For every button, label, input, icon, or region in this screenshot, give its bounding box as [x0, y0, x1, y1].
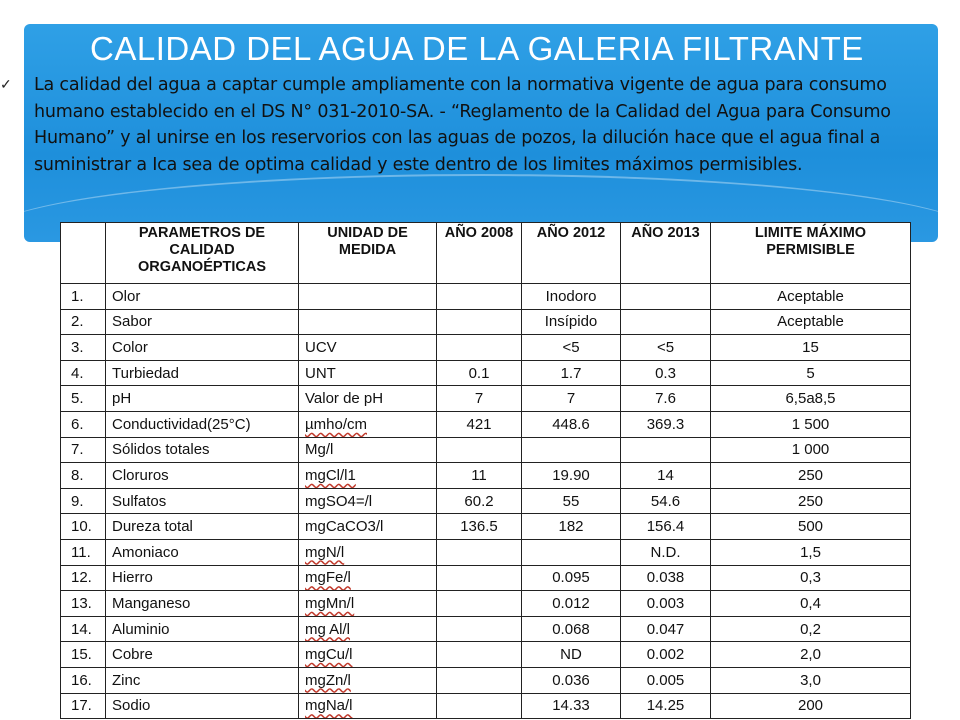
unit: mgZn/l: [299, 667, 437, 693]
max-limit: 250: [711, 488, 911, 514]
row-number: 14.: [61, 616, 106, 642]
table-row: [61, 335, 911, 361]
value-2013: 0.038: [621, 565, 711, 591]
max-limit: 1,5: [711, 539, 911, 565]
table-header-row: [61, 223, 911, 284]
max-limit: 200: [711, 693, 911, 719]
slide-title: CALIDAD DEL AGUA DE LA GALERIA FILTRANTE: [90, 30, 864, 67]
parameter-name: Aluminio: [106, 616, 299, 642]
max-limit: 3,0: [711, 667, 911, 693]
max-limit: 2,0: [711, 642, 911, 668]
row-number: 4.: [61, 360, 106, 386]
max-limit: 0,4: [711, 591, 911, 617]
value-2012: 0.036: [522, 667, 621, 693]
unit: [299, 309, 437, 335]
row-number: 16.: [61, 667, 106, 693]
value-2012: <5: [522, 335, 621, 361]
max-limit: 5: [711, 360, 911, 386]
value-2012: 1.7: [522, 360, 621, 386]
value-2012: 7: [522, 386, 621, 412]
row-number: 8.: [61, 463, 106, 489]
value-2012: 0.012: [522, 591, 621, 617]
table-row: [61, 360, 911, 386]
parameter-name: Color: [106, 335, 299, 361]
parameter-name: Sabor: [106, 309, 299, 335]
table-row: [61, 514, 911, 540]
table-row: [61, 591, 911, 617]
unit: µmho/cm: [299, 411, 437, 437]
row-number: 3.: [61, 335, 106, 361]
unit: mgCl/l1: [299, 463, 437, 489]
value-2013: [621, 437, 711, 463]
table-row: [61, 667, 911, 693]
table-row: [61, 309, 911, 335]
max-limit: 250: [711, 463, 911, 489]
table-row: [61, 488, 911, 514]
parameter-name: Zinc: [106, 667, 299, 693]
value-2008: [437, 591, 522, 617]
value-2013: 0.003: [621, 591, 711, 617]
header-number: [61, 223, 106, 284]
value-2012: Insípido: [522, 309, 621, 335]
value-2013: 0.002: [621, 642, 711, 668]
value-2008: 11: [437, 463, 522, 489]
max-limit: 15: [711, 335, 911, 361]
table-row: [61, 386, 911, 412]
table-row: [61, 411, 911, 437]
header-year-2012: AÑO 2012: [522, 223, 621, 284]
max-limit: 1 000: [711, 437, 911, 463]
parameter-name: pH: [106, 386, 299, 412]
value-2008: [437, 335, 522, 361]
value-2012: 55: [522, 488, 621, 514]
row-number: 13.: [61, 591, 106, 617]
value-2008: 60.2: [437, 488, 522, 514]
row-number: 5.: [61, 386, 106, 412]
unit: mg Al/l: [299, 616, 437, 642]
value-2013: [621, 309, 711, 335]
value-2012: ND: [522, 642, 621, 668]
table-row: [61, 616, 911, 642]
unit: mgSO4=/l: [299, 488, 437, 514]
value-2012: Inodoro: [522, 284, 621, 310]
max-limit: Aceptable: [711, 284, 911, 310]
parameter-name: Cloruros: [106, 463, 299, 489]
row-number: 11.: [61, 539, 106, 565]
max-limit: 6,5a8,5: [711, 386, 911, 412]
table-row: [61, 539, 911, 565]
row-number: 9.: [61, 488, 106, 514]
max-limit: 0,2: [711, 616, 911, 642]
row-number: 10.: [61, 514, 106, 540]
value-2008: [437, 616, 522, 642]
parameter-name: Amoniaco: [106, 539, 299, 565]
parameter-name: Dureza total: [106, 514, 299, 540]
value-2013: 0.047: [621, 616, 711, 642]
header-year-2008: AÑO 2008: [437, 223, 522, 284]
value-2008: [437, 565, 522, 591]
header-year-2013: AÑO 2013: [621, 223, 711, 284]
value-2012: [522, 539, 621, 565]
check-icon: ✓: [0, 76, 12, 92]
value-2013: 0.005: [621, 667, 711, 693]
value-2013: <5: [621, 335, 711, 361]
value-2008: [437, 693, 522, 719]
value-2013: 0.3: [621, 360, 711, 386]
value-2013: N.D.: [621, 539, 711, 565]
value-2008: [437, 667, 522, 693]
table-row: [61, 642, 911, 668]
table-row: [61, 693, 911, 719]
unit: mgCaCO3/l: [299, 514, 437, 540]
parameter-name: Manganeso: [106, 591, 299, 617]
value-2008: 421: [437, 411, 522, 437]
value-2012: 0.068: [522, 616, 621, 642]
max-limit: 1 500: [711, 411, 911, 437]
parameter-name: Cobre: [106, 642, 299, 668]
parameter-name: Turbiedad: [106, 360, 299, 386]
row-number: 7.: [61, 437, 106, 463]
value-2008: 0.1: [437, 360, 522, 386]
parameter-name: Sulfatos: [106, 488, 299, 514]
header-unit: UNIDAD DE MEDIDA: [299, 223, 437, 284]
value-2013: 7.6: [621, 386, 711, 412]
parameter-name: Olor: [106, 284, 299, 310]
row-number: 12.: [61, 565, 106, 591]
parameter-name: Hierro: [106, 565, 299, 591]
table-row: [61, 463, 911, 489]
unit: Mg/l: [299, 437, 437, 463]
water-quality-table: [60, 222, 910, 719]
row-number: 6.: [61, 411, 106, 437]
value-2008: [437, 437, 522, 463]
unit: mgMn/l: [299, 591, 437, 617]
value-2012: 19.90: [522, 463, 621, 489]
unit: mgCu/l: [299, 642, 437, 668]
table-row: [61, 437, 911, 463]
value-2008: [437, 284, 522, 310]
value-2008: 7: [437, 386, 522, 412]
value-2008: [437, 309, 522, 335]
value-2012: [522, 437, 621, 463]
max-limit: 500: [711, 514, 911, 540]
row-number: 2.: [61, 309, 106, 335]
value-2013: [621, 284, 711, 310]
row-number: 1.: [61, 284, 106, 310]
value-2008: [437, 539, 522, 565]
row-number: 17.: [61, 693, 106, 719]
value-2008: [437, 642, 522, 668]
unit: mgNa/l: [299, 693, 437, 719]
value-2008: 136.5: [437, 514, 522, 540]
row-number: 15.: [61, 642, 106, 668]
header-parameter: PARAMETROS DE CALIDAD ORGANOÉPTICAS: [106, 223, 299, 284]
unit: mgFe/l: [299, 565, 437, 591]
value-2013: 14.25: [621, 693, 711, 719]
unit: [299, 284, 437, 310]
value-2012: 14.33: [522, 693, 621, 719]
value-2012: 0.095: [522, 565, 621, 591]
value-2013: 54.6: [621, 488, 711, 514]
max-limit: 0,3: [711, 565, 911, 591]
max-limit: Aceptable: [711, 309, 911, 335]
unit: mgN/l: [299, 539, 437, 565]
unit: UNT: [299, 360, 437, 386]
unit: UCV: [299, 335, 437, 361]
value-2013: 369.3: [621, 411, 711, 437]
table-row: [61, 284, 911, 310]
value-2013: 14: [621, 463, 711, 489]
value-2012: 182: [522, 514, 621, 540]
value-2012: 448.6: [522, 411, 621, 437]
intro-paragraph: La calidad del agua a captar cumple ampliamente con la normativa vigente de agua para consumo humano establecido en el DS N° 031-2010-SA. - “Reglamento de la Calidad del Agua para Consumo Humano” y al unirse en los reservorios con las aguas de pozos, la dilución hace que el agua final a suministrar a Ica sea de optima calidad y este dentro de los limites máximos permisibles.: [34, 75, 891, 175]
header-limit: LIMITE MÁXIMO PERMISIBLE: [711, 223, 911, 284]
parameter-name: Sólidos totales: [106, 437, 299, 463]
parameter-name: Conductividad(25°C): [106, 411, 299, 437]
table-row: [61, 565, 911, 591]
parameter-name: Sodio: [106, 693, 299, 719]
unit: Valor de pH: [299, 386, 437, 412]
value-2013: 156.4: [621, 514, 711, 540]
